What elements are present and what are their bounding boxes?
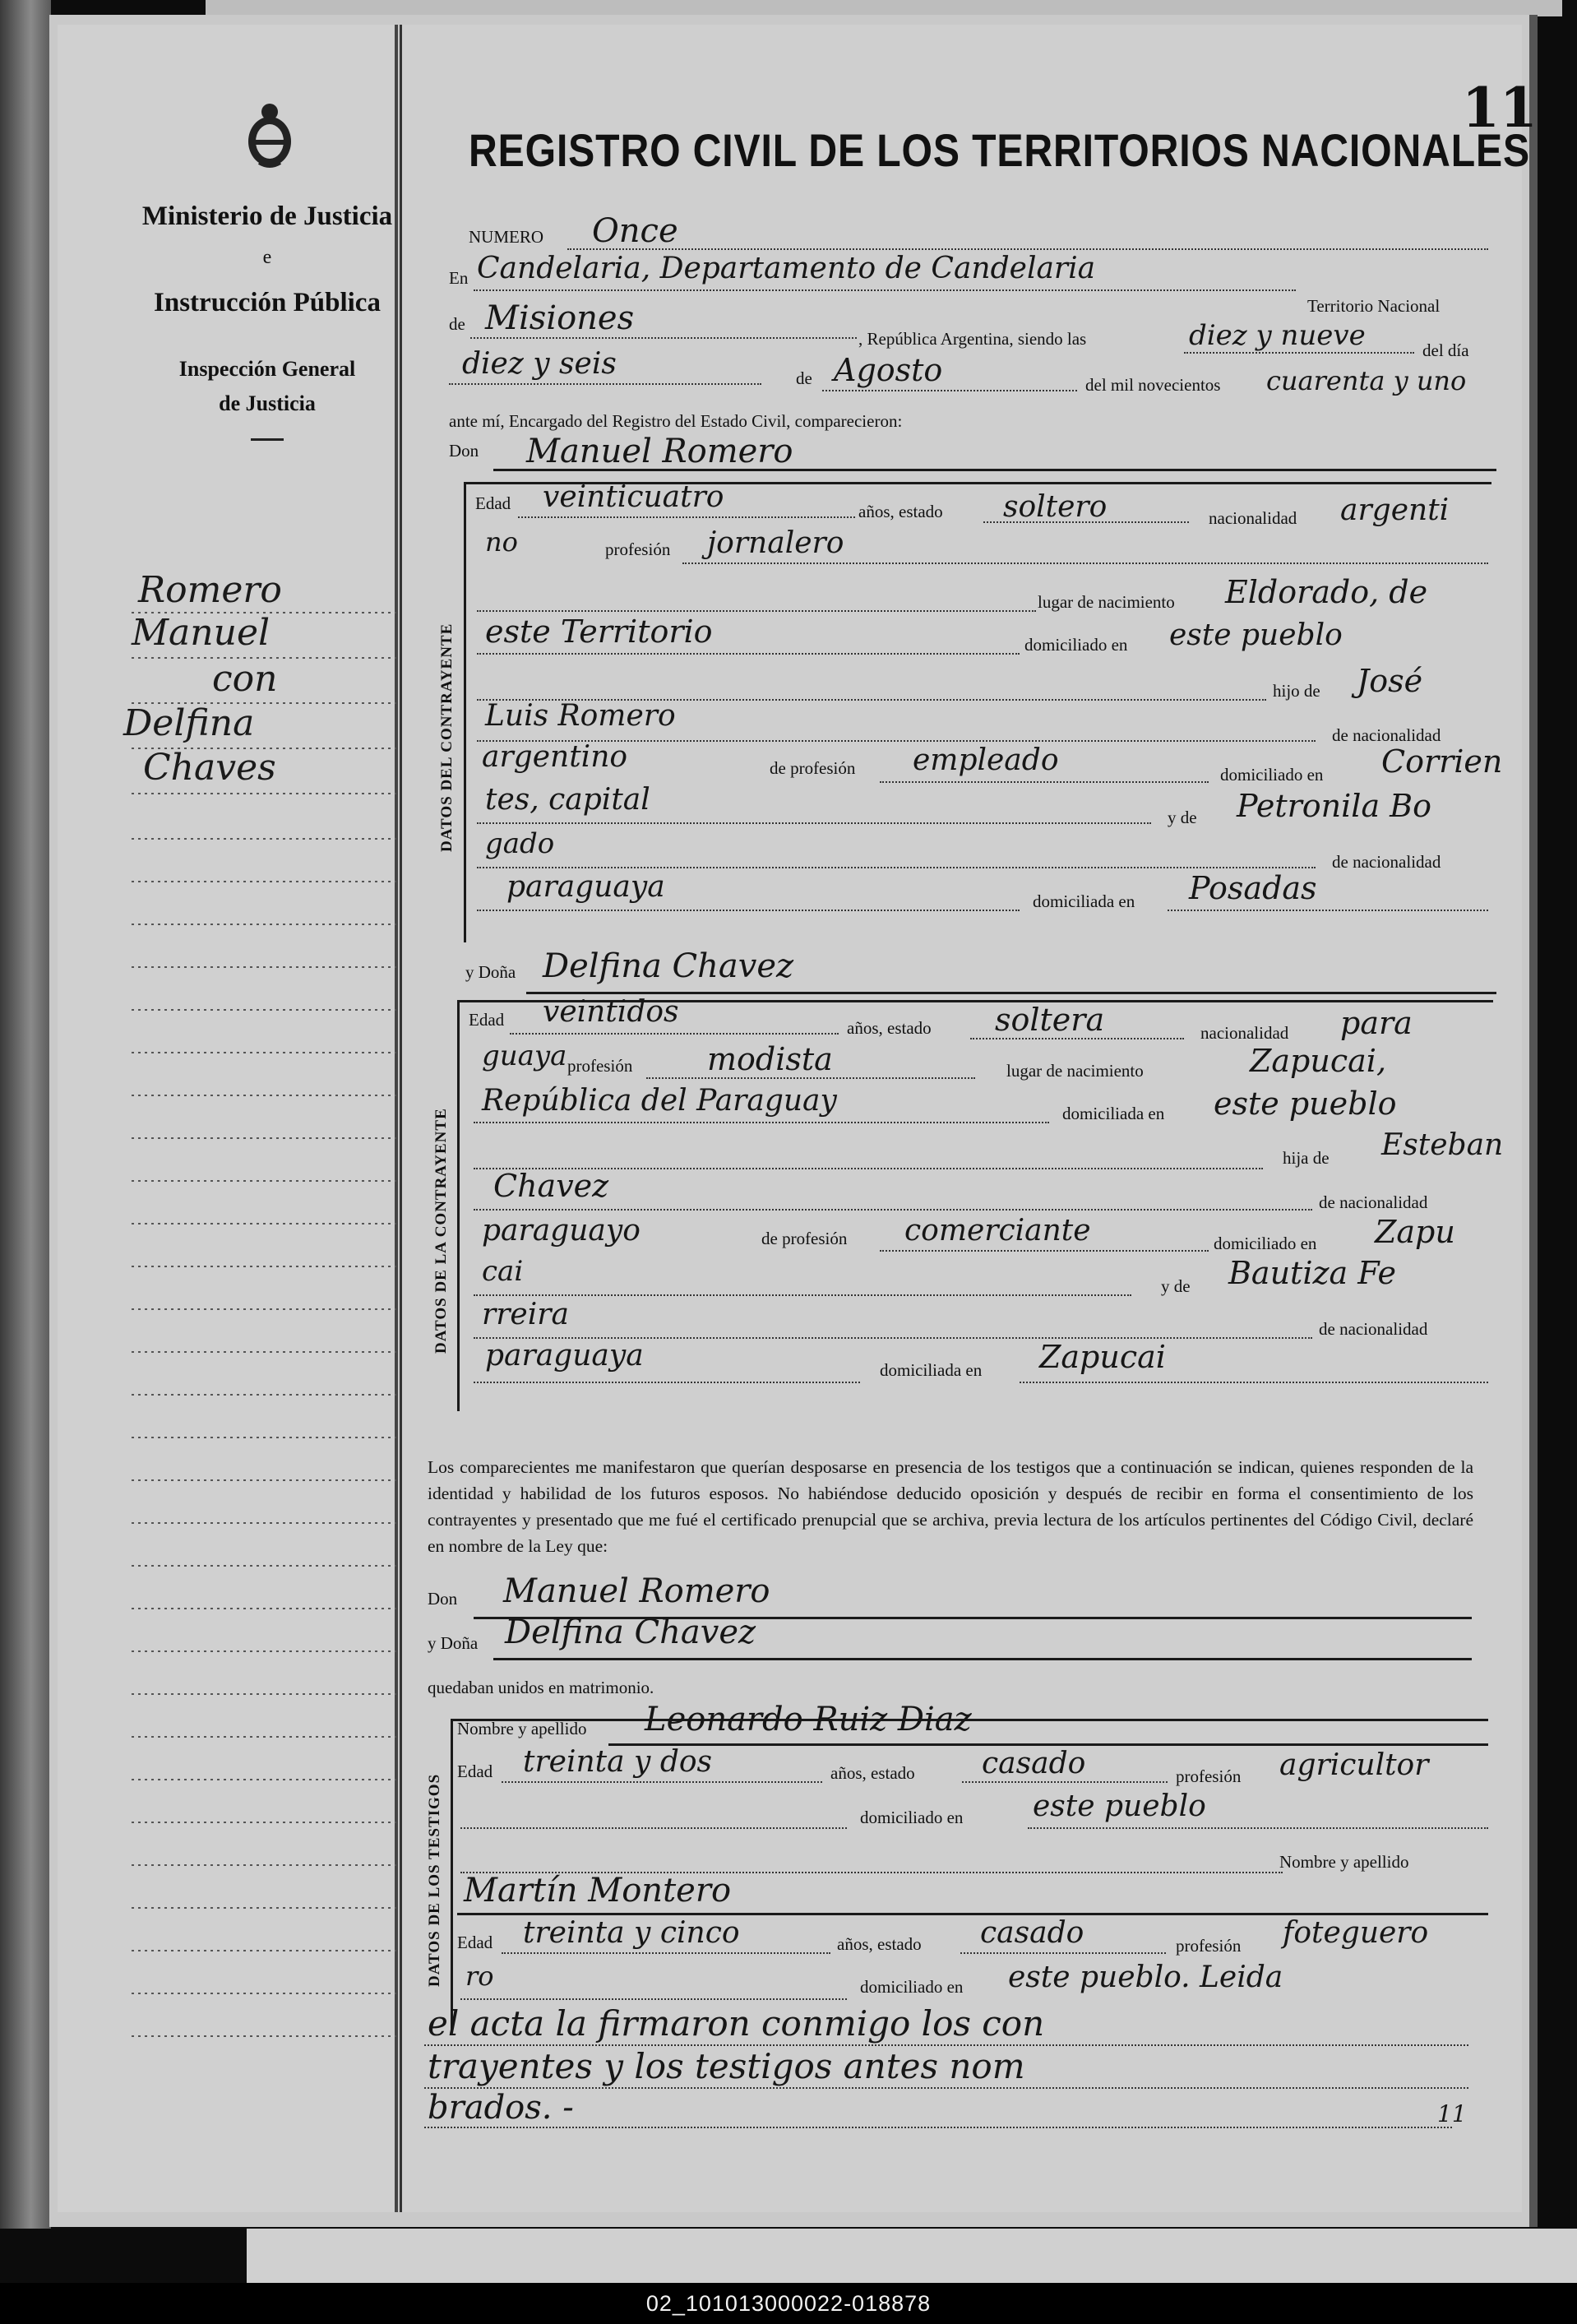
fill-line bbox=[1020, 1382, 1488, 1383]
dona-value: Delfina Chavez bbox=[543, 947, 794, 985]
fill-line bbox=[510, 1033, 839, 1035]
padre-value-cont: Luis Romero bbox=[485, 699, 676, 733]
padre-nac-value: argentino bbox=[482, 740, 628, 774]
anos-label: años, estado bbox=[837, 1934, 922, 1954]
fill-line bbox=[822, 390, 1077, 391]
ante-mi-text: ante mí, Encargado del Registro del Estado Civil, comparecieron: bbox=[449, 411, 903, 431]
book-top-edge bbox=[206, 0, 1562, 16]
fill-line bbox=[477, 653, 1020, 655]
margin-note-line: Manuel bbox=[132, 612, 271, 654]
dia-value: diez y seis bbox=[462, 347, 617, 381]
ministry-line-2: e bbox=[262, 247, 272, 268]
dona-label: y Doña bbox=[428, 1633, 479, 1653]
fill-line bbox=[970, 1038, 1184, 1039]
margin-ruled-lines bbox=[132, 576, 403, 2122]
t2-profesion-value-cont: ro bbox=[465, 1961, 494, 1992]
padre-dom-value: Zapu bbox=[1375, 1214, 1455, 1250]
t1-domicilio-value: este pueblo bbox=[1033, 1789, 1206, 1823]
domiciliado-label: domiciliado en bbox=[860, 1977, 964, 1997]
book-bottom-edge bbox=[247, 2229, 1577, 2283]
closing-text-line: el acta la firmaron conmigo los con bbox=[428, 2003, 1045, 2044]
fill-line bbox=[460, 1998, 847, 2000]
de-nacionalidad-label: de nacionalidad bbox=[1319, 1192, 1428, 1212]
t1-profesion-value: agricultor bbox=[1279, 1748, 1429, 1782]
hora-value: diez y nueve bbox=[1189, 319, 1366, 352]
don-label: Don bbox=[449, 441, 479, 461]
dona-label: y Doña bbox=[465, 962, 516, 982]
closing-mark: 11 bbox=[1437, 2100, 1467, 2127]
padre-value: José bbox=[1357, 663, 1423, 699]
fill-line bbox=[477, 910, 1020, 911]
t2-edad-value: treinta y cinco bbox=[523, 1916, 740, 1950]
madre-value: Bautiza Fe bbox=[1228, 1255, 1397, 1291]
underline bbox=[493, 1658, 1472, 1660]
nacionalidad-value-cont: no bbox=[485, 526, 518, 558]
republica-label: , República Argentina, siendo las bbox=[858, 329, 1087, 349]
nacionalidad-value-cont: guaya bbox=[482, 1039, 567, 1072]
domiciliada-value: este pueblo bbox=[1214, 1086, 1397, 1122]
underline bbox=[526, 992, 1496, 994]
fill-line bbox=[518, 516, 855, 518]
nacionalidad-label: nacionalidad bbox=[1209, 508, 1297, 528]
de-profesion-label: de profesión bbox=[761, 1229, 848, 1248]
en-value: Candelaria, Departamento de Candelaria bbox=[477, 252, 1096, 285]
inspection-line-2: de Justicia bbox=[219, 391, 316, 415]
domiciliado-label: domiciliado en bbox=[860, 1808, 964, 1827]
unidos-text: quedaban unidos en matrimonio. bbox=[428, 1678, 654, 1697]
lugar-value: Zapucai, bbox=[1250, 1043, 1387, 1079]
anos-label: años, estado bbox=[847, 1018, 932, 1038]
numero-label: NUMERO bbox=[469, 227, 544, 247]
contrayente-side-label: DATOS DEL CONTRAYENTE bbox=[438, 623, 456, 852]
testigos-side-label: DATOS DE LOS TESTIGOS bbox=[426, 1773, 443, 1987]
underline bbox=[608, 1743, 1488, 1746]
t1-edad-value: treinta y dos bbox=[523, 1745, 713, 1779]
t2-domicilio-value: este pueblo. Leida bbox=[1008, 1961, 1283, 1994]
madre-nac-value: paraguaya bbox=[506, 870, 665, 904]
padre-dom-label: domiciliado en bbox=[1220, 765, 1324, 785]
t2-profesion-value: foteguero bbox=[1283, 1916, 1429, 1950]
padre-value: Esteban bbox=[1381, 1128, 1504, 1162]
page-number: 11 bbox=[1462, 76, 1538, 140]
fill-line bbox=[424, 2087, 1468, 2089]
de-mes-label: de bbox=[796, 368, 812, 388]
image-caption: 02_101013000022-018878 bbox=[0, 2283, 1577, 2324]
declaration-paragraph: Los comparecientes me manifestaron que querían desposarse en presencia de los testigos que a continuación se indican, quienes responden de la identidad y habilidad de los futuros esposos. No habiéndose deducido oposición y después de recibir en forma el consentimiento de los contrayentes y presentado que me fué el certificado prenupcial que se archiva, previa lectura de los artículos pertinentes del Código Civil, declaré en nombre de la Ley que: bbox=[428, 1457, 1473, 1556]
fill-line bbox=[1184, 352, 1414, 354]
contrayenta-side-label: DATOS DE LA CONTRAYENTE bbox=[432, 1108, 450, 1354]
lugar-label: lugar de nacimiento bbox=[1038, 592, 1175, 612]
fill-line bbox=[449, 383, 761, 385]
estado-value: soltero bbox=[1003, 490, 1108, 524]
fill-line bbox=[502, 1952, 830, 1954]
domiciliado-label: domiciliado en bbox=[1024, 635, 1128, 655]
don-label: Don bbox=[428, 1589, 458, 1609]
fill-line bbox=[470, 337, 857, 339]
estado-value: soltera bbox=[995, 1002, 1105, 1038]
domiciliado-value: este pueblo bbox=[1169, 618, 1343, 652]
y-de-label: y de bbox=[1168, 808, 1197, 827]
padre-nac-value: paraguayo bbox=[482, 1214, 641, 1248]
don-value: Manuel Romero bbox=[526, 433, 793, 470]
margin-note-line: Chaves bbox=[143, 747, 276, 789]
madre-dom-value: Zapucai bbox=[1039, 1339, 1166, 1375]
domiciliada-label: domiciliada en bbox=[1062, 1104, 1165, 1123]
fill-line bbox=[960, 1952, 1166, 1954]
nacionalidad-value: para bbox=[1340, 1005, 1413, 1041]
fill-line bbox=[460, 1827, 847, 1829]
lugar-value: Eldorado, de bbox=[1225, 574, 1428, 610]
bracket bbox=[451, 1719, 453, 2031]
bracket bbox=[464, 482, 466, 942]
de-profesion-label: de profesión bbox=[770, 758, 856, 778]
fill-line bbox=[646, 1077, 975, 1079]
lugar-value-cont: República del Paraguay bbox=[482, 1084, 837, 1118]
madre-dom-value: Posadas bbox=[1189, 870, 1317, 906]
fill-line bbox=[477, 822, 1151, 824]
margin-note-line: con bbox=[212, 658, 278, 700]
madre-nac-label: de nacionalidad bbox=[1332, 852, 1441, 872]
nacionalidad-value: argenti bbox=[1340, 493, 1450, 527]
de-label: de bbox=[449, 314, 465, 334]
t1-estado-value: casado bbox=[982, 1747, 1086, 1780]
madre-value-cont: rreira bbox=[482, 1298, 569, 1331]
inspection-line-1: Inspección General bbox=[178, 357, 356, 381]
profesion-label: profesión bbox=[1176, 1766, 1242, 1786]
padre-prof-value: comerciante bbox=[904, 1214, 1091, 1248]
madre-dom-label: domiciliada en bbox=[1033, 891, 1135, 911]
fill-line bbox=[474, 1122, 1049, 1123]
profesion-label: profesión bbox=[605, 539, 671, 559]
numero-value: Once bbox=[592, 212, 678, 250]
fill-line bbox=[880, 781, 1209, 783]
padre-prof-value: empleado bbox=[913, 743, 1059, 777]
lugar-label: lugar de nacimiento bbox=[1006, 1061, 1144, 1081]
fill-line bbox=[1168, 910, 1488, 911]
lugar-value-cont: este Territorio bbox=[485, 613, 713, 650]
hija-label: hija de bbox=[1283, 1148, 1330, 1168]
fill-line bbox=[1028, 1827, 1488, 1829]
fill-line bbox=[474, 1382, 860, 1383]
edad-label: Edad bbox=[457, 1762, 493, 1781]
fill-line bbox=[477, 867, 1316, 868]
madre-nac-label: de nacionalidad bbox=[1319, 1319, 1428, 1339]
anos-label: años, estado bbox=[858, 502, 943, 521]
document-title: REGISTRO CIVIL DE LOS TERRITORIOS NACIONALES bbox=[469, 124, 1531, 176]
closing-text-line: trayentes y los testigos antes nom bbox=[428, 2046, 1025, 2086]
padre-dom-value: Corrien bbox=[1381, 743, 1503, 780]
edad-value: veintidos bbox=[543, 995, 679, 1029]
profesion-label: profesión bbox=[567, 1056, 633, 1076]
t2-estado-value: casado bbox=[980, 1916, 1084, 1950]
coat-of-arms-icon bbox=[243, 100, 297, 169]
madre-dom-label: domiciliada en bbox=[880, 1360, 983, 1380]
fill-line bbox=[502, 1781, 822, 1783]
t2-nombre-value: Martín Montero bbox=[464, 1872, 732, 1910]
fill-line bbox=[962, 1781, 1168, 1783]
nacionalidad-label: nacionalidad bbox=[1200, 1023, 1289, 1043]
nombre-label: Nombre y apellido bbox=[457, 1719, 587, 1738]
fill-line bbox=[880, 1250, 1209, 1252]
padre-dom-value-cont: tes, capital bbox=[485, 783, 650, 817]
del-dia-label: del día bbox=[1422, 340, 1469, 360]
profesion-label: profesión bbox=[1176, 1936, 1242, 1956]
edad-value: veinticuatro bbox=[543, 480, 724, 514]
dona-value: Delfina Chavez bbox=[505, 1613, 756, 1651]
margin-note-line: Delfina bbox=[123, 702, 255, 744]
de-value: Misiones bbox=[485, 299, 635, 337]
padre-value-cont: Chavez bbox=[493, 1168, 609, 1204]
en-label: En bbox=[449, 268, 469, 288]
edad-label: Edad bbox=[457, 1933, 493, 1952]
fill-line bbox=[682, 562, 1488, 564]
fill-line bbox=[424, 2127, 1452, 2128]
hijo-label: hijo de bbox=[1273, 681, 1320, 701]
territorio-label: Territorio Nacional bbox=[1307, 296, 1441, 316]
de-nacionalidad-label: de nacionalidad bbox=[1332, 725, 1441, 745]
bracket bbox=[457, 1000, 460, 1411]
profesion-value: jornalero bbox=[707, 526, 844, 560]
padre-dom-label: domiciliado en bbox=[1214, 1234, 1317, 1253]
fill-line bbox=[474, 289, 1296, 291]
anos-label: años, estado bbox=[830, 1763, 915, 1783]
anio-label: del mil novecientos bbox=[1085, 375, 1221, 395]
padre-dom-value-cont: cai bbox=[482, 1255, 524, 1288]
edad-label: Edad bbox=[469, 1010, 505, 1030]
fill-line bbox=[474, 1209, 1312, 1211]
fill-line bbox=[477, 610, 1036, 612]
fill-line bbox=[567, 248, 1488, 250]
ministry-line-3: Instrucción Pública bbox=[154, 288, 381, 317]
underline bbox=[457, 1913, 1488, 1915]
nombre2-label: Nombre y apellido bbox=[1279, 1852, 1409, 1872]
margin-note-line: Romero bbox=[138, 569, 282, 611]
edad-label: Edad bbox=[475, 493, 511, 513]
book-spine-edge bbox=[0, 0, 51, 2229]
don-value: Manuel Romero bbox=[503, 1572, 770, 1610]
ministry-line-1: Ministerio de Justicia bbox=[141, 201, 393, 231]
madre-value: Petronila Bo bbox=[1237, 788, 1431, 824]
anio-value: cuarenta y uno bbox=[1266, 365, 1467, 396]
closing-text-line: brados. - bbox=[428, 2089, 574, 2127]
madre-value-cont: gado bbox=[485, 827, 555, 860]
fill-line bbox=[474, 1294, 1131, 1296]
y-de-label: y de bbox=[1161, 1276, 1191, 1296]
divider bbox=[251, 438, 284, 441]
madre-nac-value: paraguaya bbox=[485, 1339, 644, 1373]
mes-value: Agosto bbox=[834, 352, 943, 388]
profesion-value: modista bbox=[707, 1041, 833, 1077]
t1-nombre-value: Leonardo Ruiz Diaz bbox=[645, 1701, 972, 1738]
